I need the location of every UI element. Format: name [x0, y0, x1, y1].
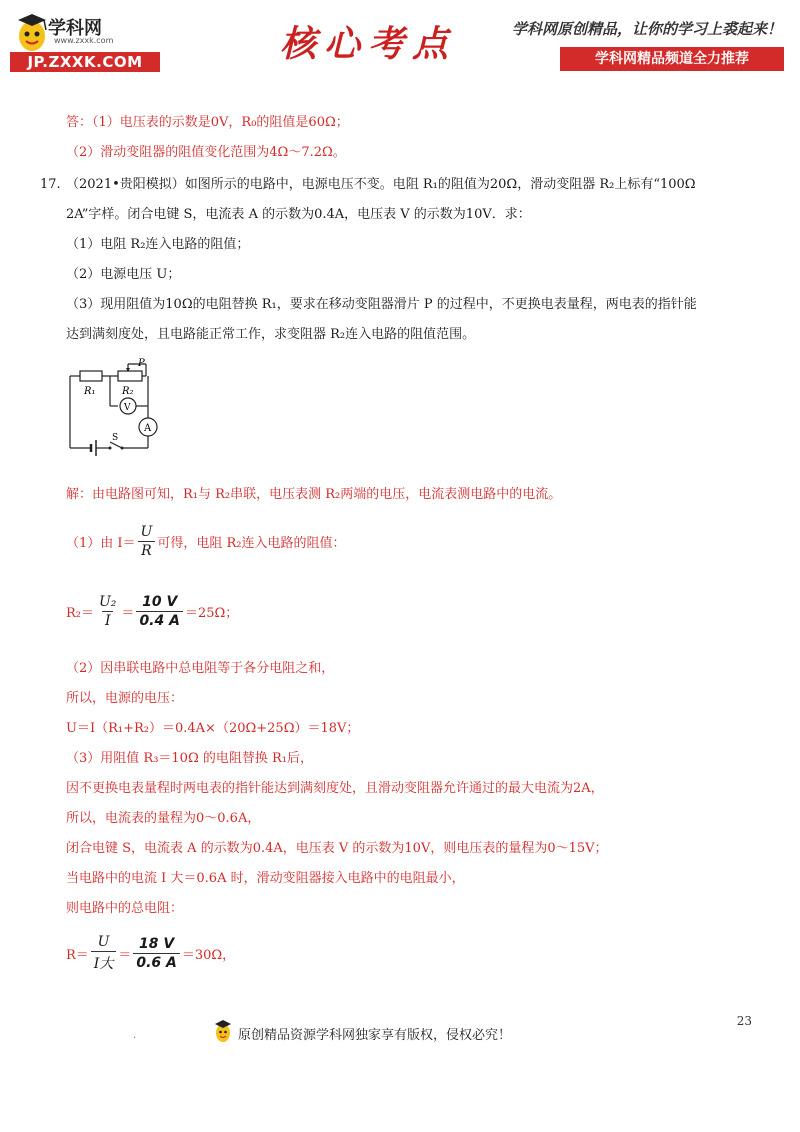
solution-2a: （2）因串联电路中总电阻等于各分电阻之和， — [66, 661, 335, 676]
s1-prefix: （1）由 I＝ — [66, 536, 136, 551]
eq1-eq: ＝ — [121, 606, 135, 621]
fraction-u2-over-i — [96, 594, 119, 629]
solution-3a: （3）用阻值 R₃＝10Ω 的电阻替换 R₁后， — [66, 751, 313, 766]
eq2-eq: ＝ — [118, 948, 132, 963]
eq2-f1-num: U — [97, 934, 110, 950]
eq1-f1-den: I — [102, 611, 114, 629]
problem-stem-1: （2021•贵阳模拟）如图所示的电路中，电源电压不变。电阻 R₁的阻值为20Ω，滑动变阻器 R₂上标有“100Ω — [66, 177, 696, 192]
equation-r2 — [66, 594, 238, 629]
eq2-rhs: ＝30Ω， — [181, 948, 236, 963]
prev-answer-2: （2）滑动变阻器的阻值变化范围为4Ω～7.2Ω。 — [66, 145, 346, 160]
solution-3e: 当电路中的电流 I 大＝0.6A 时，滑动变阻器接入电路中的电阻最小， — [66, 871, 465, 886]
eq2-f2-num: 18 V — [139, 936, 175, 952]
solution-2b: 所以，电源的电压： — [66, 691, 184, 706]
problem-number: 17. — [40, 177, 61, 192]
prev-answer-1: 答：（1）电压表的示数是0V，R₀的阻值是60Ω； — [66, 115, 349, 130]
question-3b: 达到满刻度处，且电路能正常工作，求变阻器 R₂连入电路的阻值范围。 — [66, 327, 476, 342]
s1-suffix: 可得，电阻 R₂连入电路的阻值： — [157, 536, 346, 551]
solution-3b: 因不更换电表量程时两电表的指针能达到满刻度处，且滑动变阻器允许通过的最大电流为2A， — [66, 781, 604, 796]
s1-den: R — [138, 541, 155, 559]
brand-bar[interactable]: JP.ZXXK.COM — [10, 52, 160, 72]
mascot-icon — [12, 10, 52, 56]
resistor-r2-shape — [118, 371, 142, 381]
problem-stem-2: 2A”字样。闭合电键 S，电流表 A 的示数为0.4A，电压表 V 的示数为10V．求： — [66, 207, 531, 222]
label-s: S — [112, 433, 119, 443]
resistor-r1-shape — [80, 371, 102, 381]
footer-notice — [212, 1018, 511, 1048]
solution-3c: 所以，电流表的量程为0～0.6A， — [66, 811, 261, 826]
s1-num: U — [140, 524, 153, 540]
question-2: （2）电源电压 U； — [66, 267, 181, 282]
label-r2: R₂ — [122, 386, 134, 397]
solution-3d: 闭合电键 S，电流表 A 的示数为0.4A，电压表 V 的示数为10V，则电压表的量程为0～15V； — [66, 841, 608, 856]
header-slogan: 学科网原创精品，让你的学习上裘起来！ — [512, 20, 783, 38]
footer-mascot-icon — [212, 1018, 234, 1048]
eq1-f2-den: 0.4 A — [136, 611, 183, 629]
solution-2c: U＝I（R₁+R₂）＝0.4A×（20Ω+25Ω）＝18V； — [66, 721, 360, 736]
label-p: P — [138, 358, 145, 369]
eq1-lhs: R₂＝ — [66, 606, 94, 621]
footer-dot: . — [133, 1030, 137, 1041]
eq1-f1-num: U₂ — [99, 594, 117, 610]
fraction-u-over-r — [138, 524, 156, 559]
eq1-f2-num: 10 V — [142, 594, 178, 610]
label-r1: R₁ — [84, 386, 96, 397]
recommend-bar: 学科网精品频道全力推荐 — [560, 47, 784, 71]
question-3a: （3）现用阻值为10Ω的电阻替换 R₁，要求在移动变阻器滑片 P 的过程中，不更换电表量程，两电表的指针能 — [66, 297, 697, 312]
fraction-u-over-imax — [91, 934, 117, 973]
solution-step-1 — [66, 524, 346, 559]
brand-url: www.zxxk.com — [54, 36, 114, 45]
label-v: V — [124, 403, 131, 413]
page-number: 23 — [736, 1014, 752, 1028]
circuit-diagram — [60, 354, 170, 464]
eq2-f2-den: 0.6 A — [133, 953, 180, 971]
eq2-f1-den: I大 — [91, 951, 117, 973]
fraction-18v-over-06a — [133, 936, 180, 971]
solution-3f: 则电路中的总电阻： — [66, 901, 184, 916]
eq2-lhs: R＝ — [66, 948, 89, 963]
brand-name: 学科网 — [48, 18, 102, 39]
solution-intro: 解：由电路图可知，R₁与 R₂串联，电压表测 R₂两端的电压，电流表测电路中的电流。 — [66, 487, 562, 502]
label-a: A — [144, 423, 152, 434]
eq1-rhs: ＝25Ω； — [184, 606, 239, 621]
page-title: 核心考点 — [280, 23, 457, 65]
fraction-10v-over-04a — [136, 594, 183, 629]
footer-text: 原创精品资源学科网独家享有版权，侵权必究！ — [238, 1027, 512, 1043]
equation-r-total — [66, 934, 235, 973]
question-1: （1）电阻 R₂连入电路的阻值； — [66, 237, 250, 252]
